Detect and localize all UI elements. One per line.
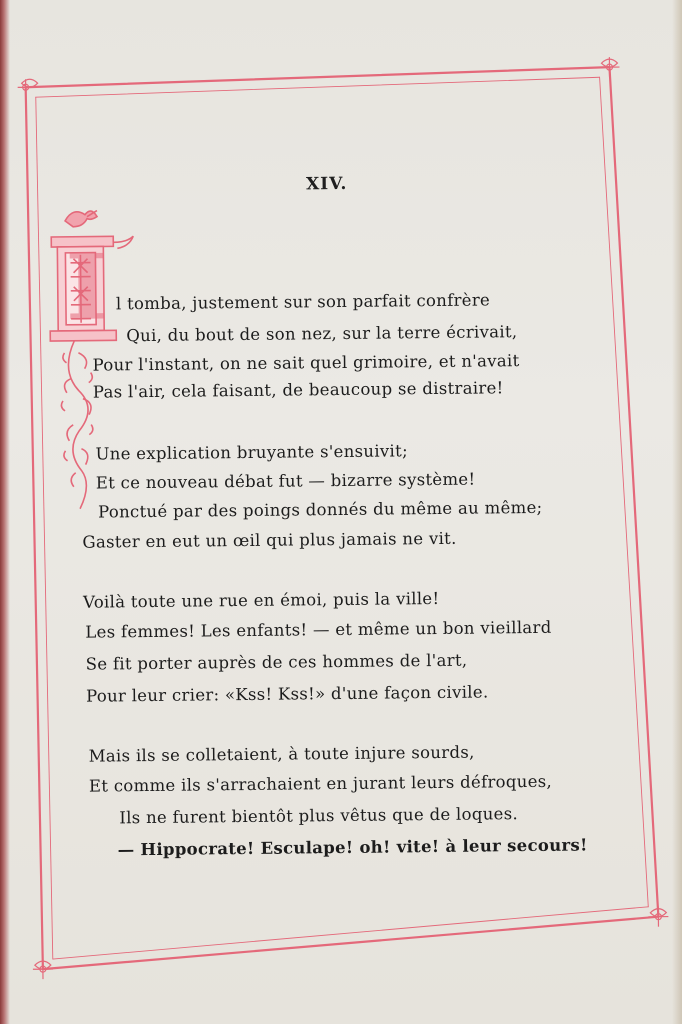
poem-line: Se fit porter auprès de ces hommes de l'art, [85,650,468,674]
poem-line: Mais ils se colletaient, à toute injure sourds, [88,742,475,766]
poem-line: Et comme ils s'arrachaient en jurant leurs défroques, [88,771,553,796]
poem-line: Qui, du bout de son nez, sur la terre écrivait, [126,322,518,346]
poem-line: Pour leur crier: «Kss! Kss!» d'une façon civile. [85,682,489,706]
poem-line: Ils ne furent bientôt plus vêtus que de loques. [119,804,519,828]
poem-line: — Hippocrate! Esculape! oh! vite! à leur secours! [117,835,588,860]
poem-line: Pas l'air, cela faisant, de beaucoup se distraire! [92,378,504,402]
poem-line: Gaster en eut un œil qui plus jamais ne vit. [82,528,457,552]
chapter-title: XIV. [305,173,348,195]
poem-line: Voilà toute une rue en émoi, puis la ville! [82,588,440,612]
poem-line: Et ce nouveau débat fut — bizarre système! [95,469,476,493]
poem-line: Ponctué par des poings donnés du même au même; [98,497,543,522]
drop-cap-letter: I [65,234,109,341]
poem-line: Les femmes! Les enfants! — et même un bon vieillard [85,617,552,642]
poem-line: Une explication bruyante s'ensuivit; [95,441,408,464]
poem-line: l tomba, justement sur son parfait confrère [115,290,491,314]
poem-line: Pour l'instant, on ne sait quel grimoire, et n'avait [92,351,520,375]
